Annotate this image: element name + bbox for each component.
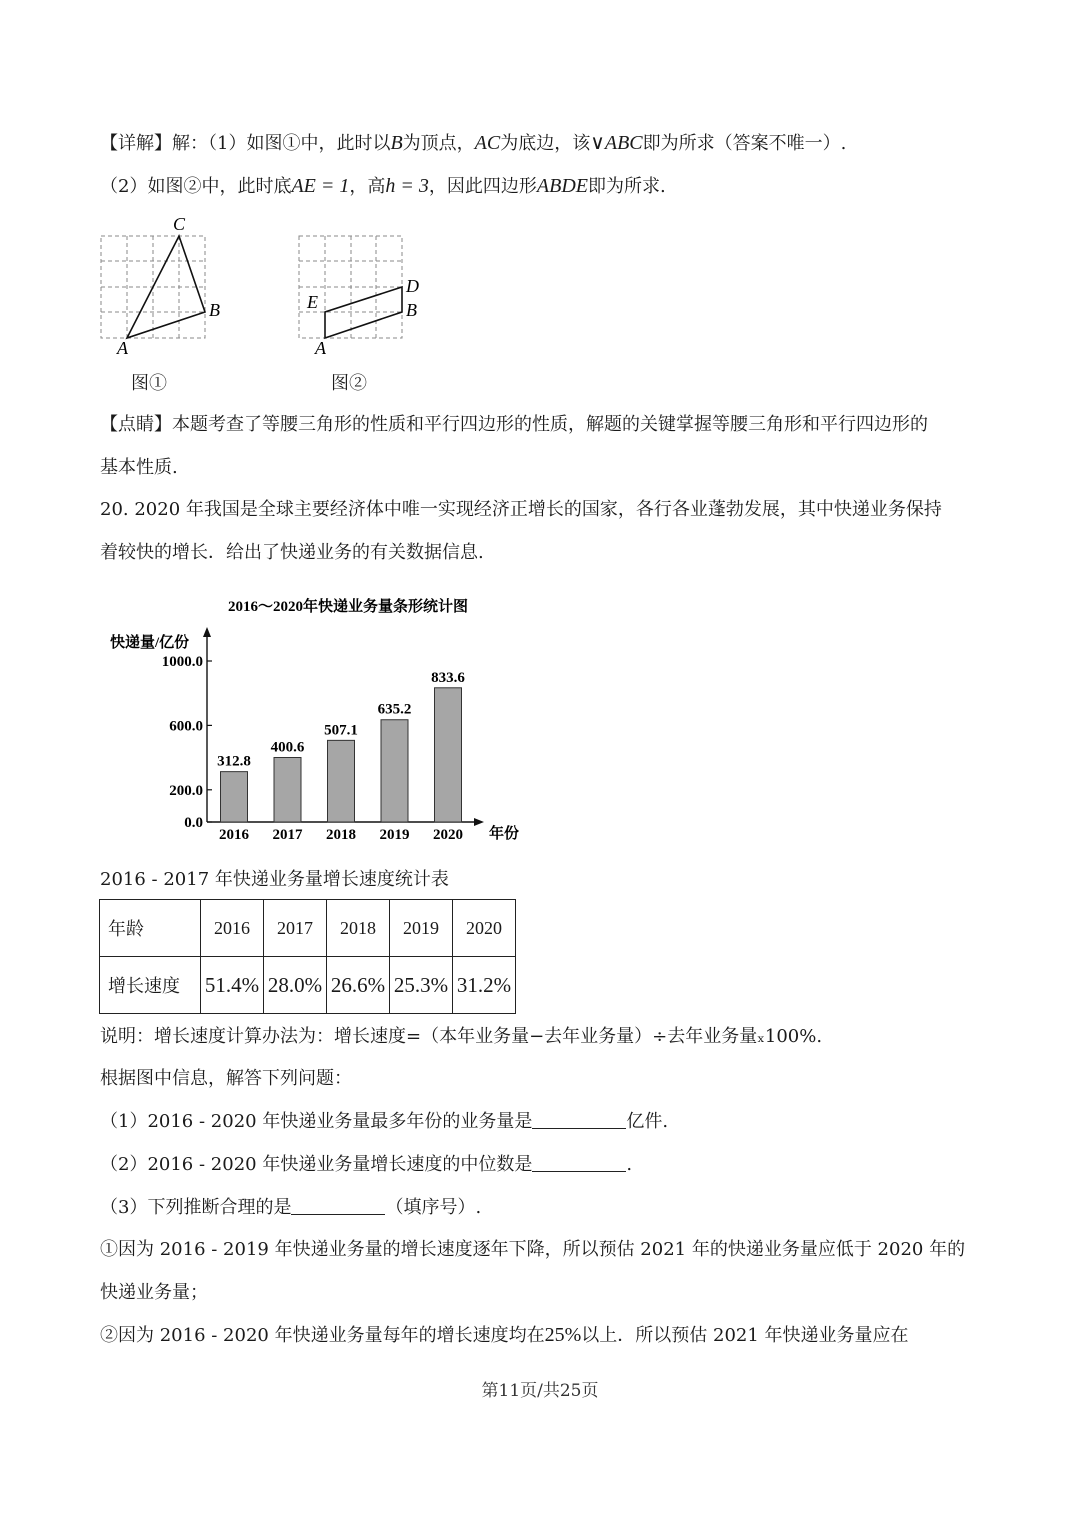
page-footer: 第11页/共25页 [481, 1381, 599, 1401]
question-20-line-2: 着较快的增长．给出了快递业务的有关数据信息. [100, 542, 484, 563]
x-tick-label-2019: 2019 [379, 827, 410, 843]
questions-intro: 根据图中信息，解答下列问题： [100, 1068, 352, 1089]
table-caption: 2016 - 2017 年快递业务量增长速度统计表 [100, 869, 449, 890]
question-2: （2）2016 - 2020 年快递业务量增长速度的中位数是 . [100, 1154, 633, 1175]
detail-line-2: （2）如图②中，此时底AE = 1，高h = 3，因此四边形ABDE即为所求. [100, 175, 666, 197]
y-axis-arrow [203, 627, 211, 637]
x-axis-arrow [474, 818, 484, 826]
answer-blank[interactable] [532, 1110, 626, 1129]
rate-cell: 51.4% [201, 957, 264, 1014]
question-20-line-1: 20. 2020 年我国是全球主要经济体中唯一实现经济正增长的国家，各行各业蓬勃发展，其中快递业务保持 [100, 499, 942, 520]
grid [299, 236, 402, 338]
answer-blank[interactable] [291, 1196, 385, 1215]
growth-rate-table [99, 899, 516, 1014]
comment-line-2: 基本性质. [100, 457, 178, 478]
comment-line-1: 【点睛】本题考查了等腰三角形的性质和平行四边形的性质，解题的关键掌握等腰三角形和平行四边形的 [100, 414, 928, 435]
y-axis-label: 快递量/亿份 [110, 635, 190, 651]
table-row-label: 增长速度 [100, 957, 201, 1014]
year-cell: 2019 [390, 900, 453, 957]
table-row [100, 957, 516, 1014]
chart-title: 2016～2020年快递业务量条形统计图 [227, 599, 469, 615]
figure-1-triangle [95, 208, 245, 358]
year-cell: 2020 [453, 900, 516, 957]
label-b: B [209, 300, 220, 320]
y-ticks [162, 654, 212, 831]
figure-2-caption: 图② [331, 373, 367, 394]
y-tick-label: 200.0 [169, 782, 203, 799]
figure-1-caption: 图① [131, 373, 167, 394]
bar-2020 [435, 688, 462, 822]
rate-cell: 25.3% [390, 957, 453, 1014]
bars [217, 670, 465, 843]
year-cell: 2017 [264, 900, 327, 957]
bar-2016 [221, 772, 248, 822]
data-label-2020: 833.6 [431, 669, 465, 686]
answer-blank[interactable] [532, 1153, 626, 1172]
rate-cell: 31.2% [453, 957, 516, 1014]
label-d: D [406, 276, 419, 296]
y-tick-label: 0.0 [184, 815, 203, 831]
label-c: C [173, 214, 186, 234]
bar-2018 [328, 740, 355, 822]
note: 说明：增长速度计算办法为：增长速度=（本年业务量−去年业务量）÷去年业务量ₓ100%. [100, 1026, 823, 1047]
x-tick-label-2017: 2017 [272, 827, 303, 843]
table-row [100, 900, 516, 957]
y-tick-label: 1000.0 [161, 654, 203, 670]
figure-2-parallelogram [295, 208, 435, 358]
bar-2019 [381, 720, 408, 822]
bar-2017 [274, 758, 301, 822]
question-1: （1）2016 - 2020 年快递业务量最多年份的业务量是 亿件. [100, 1111, 669, 1132]
option-2: ②因为 2016 - 2020 年快递业务量每年的增长速度均在25%以上．所以预估 2021 年快递业务量应在 [100, 1324, 909, 1346]
data-label-2018: 507.1 [324, 722, 358, 739]
rate-cell: 26.6% [327, 957, 390, 1014]
label-e: E [307, 292, 318, 312]
year-cell: 2018 [327, 900, 390, 957]
x-tick-label-2018: 2018 [326, 827, 356, 843]
detail-line-1: 【详解】解：（1）如图①中，此时以B为顶点，AC为底边，该∨ABC即为所求（答案不唯一）. [100, 132, 847, 154]
label-a: A [315, 338, 326, 358]
data-label-2019: 635.2 [377, 701, 412, 718]
year-cell: 2016 [201, 900, 264, 957]
option-1-line-1: ①因为 2016 - 2019 年快递业务量的增长速度逐年下降，所以预估 2021 年的快递业务量应低于 2020 年的 [100, 1239, 966, 1260]
label-a: A [117, 338, 128, 358]
question-3: （3）下列推断合理的是 （填序号）. [100, 1197, 482, 1218]
x-tick-label-2016: 2016 [219, 827, 249, 843]
bar-chart [0, 585, 540, 850]
data-label-2016: 312.8 [217, 753, 251, 770]
detail-tag: 【详解】 [100, 133, 172, 154]
rate-cell: 28.0% [264, 957, 327, 1014]
x-axis-label: 年份 [489, 826, 520, 842]
x-tick-label-2020: 2020 [433, 827, 463, 843]
option-1-line-2: 快递业务量； [100, 1282, 208, 1303]
data-label-2017: 400.6 [270, 739, 305, 756]
label-b: B [406, 300, 417, 320]
table-header-label: 年龄 [100, 900, 201, 957]
y-tick-label: 600.0 [169, 718, 203, 735]
